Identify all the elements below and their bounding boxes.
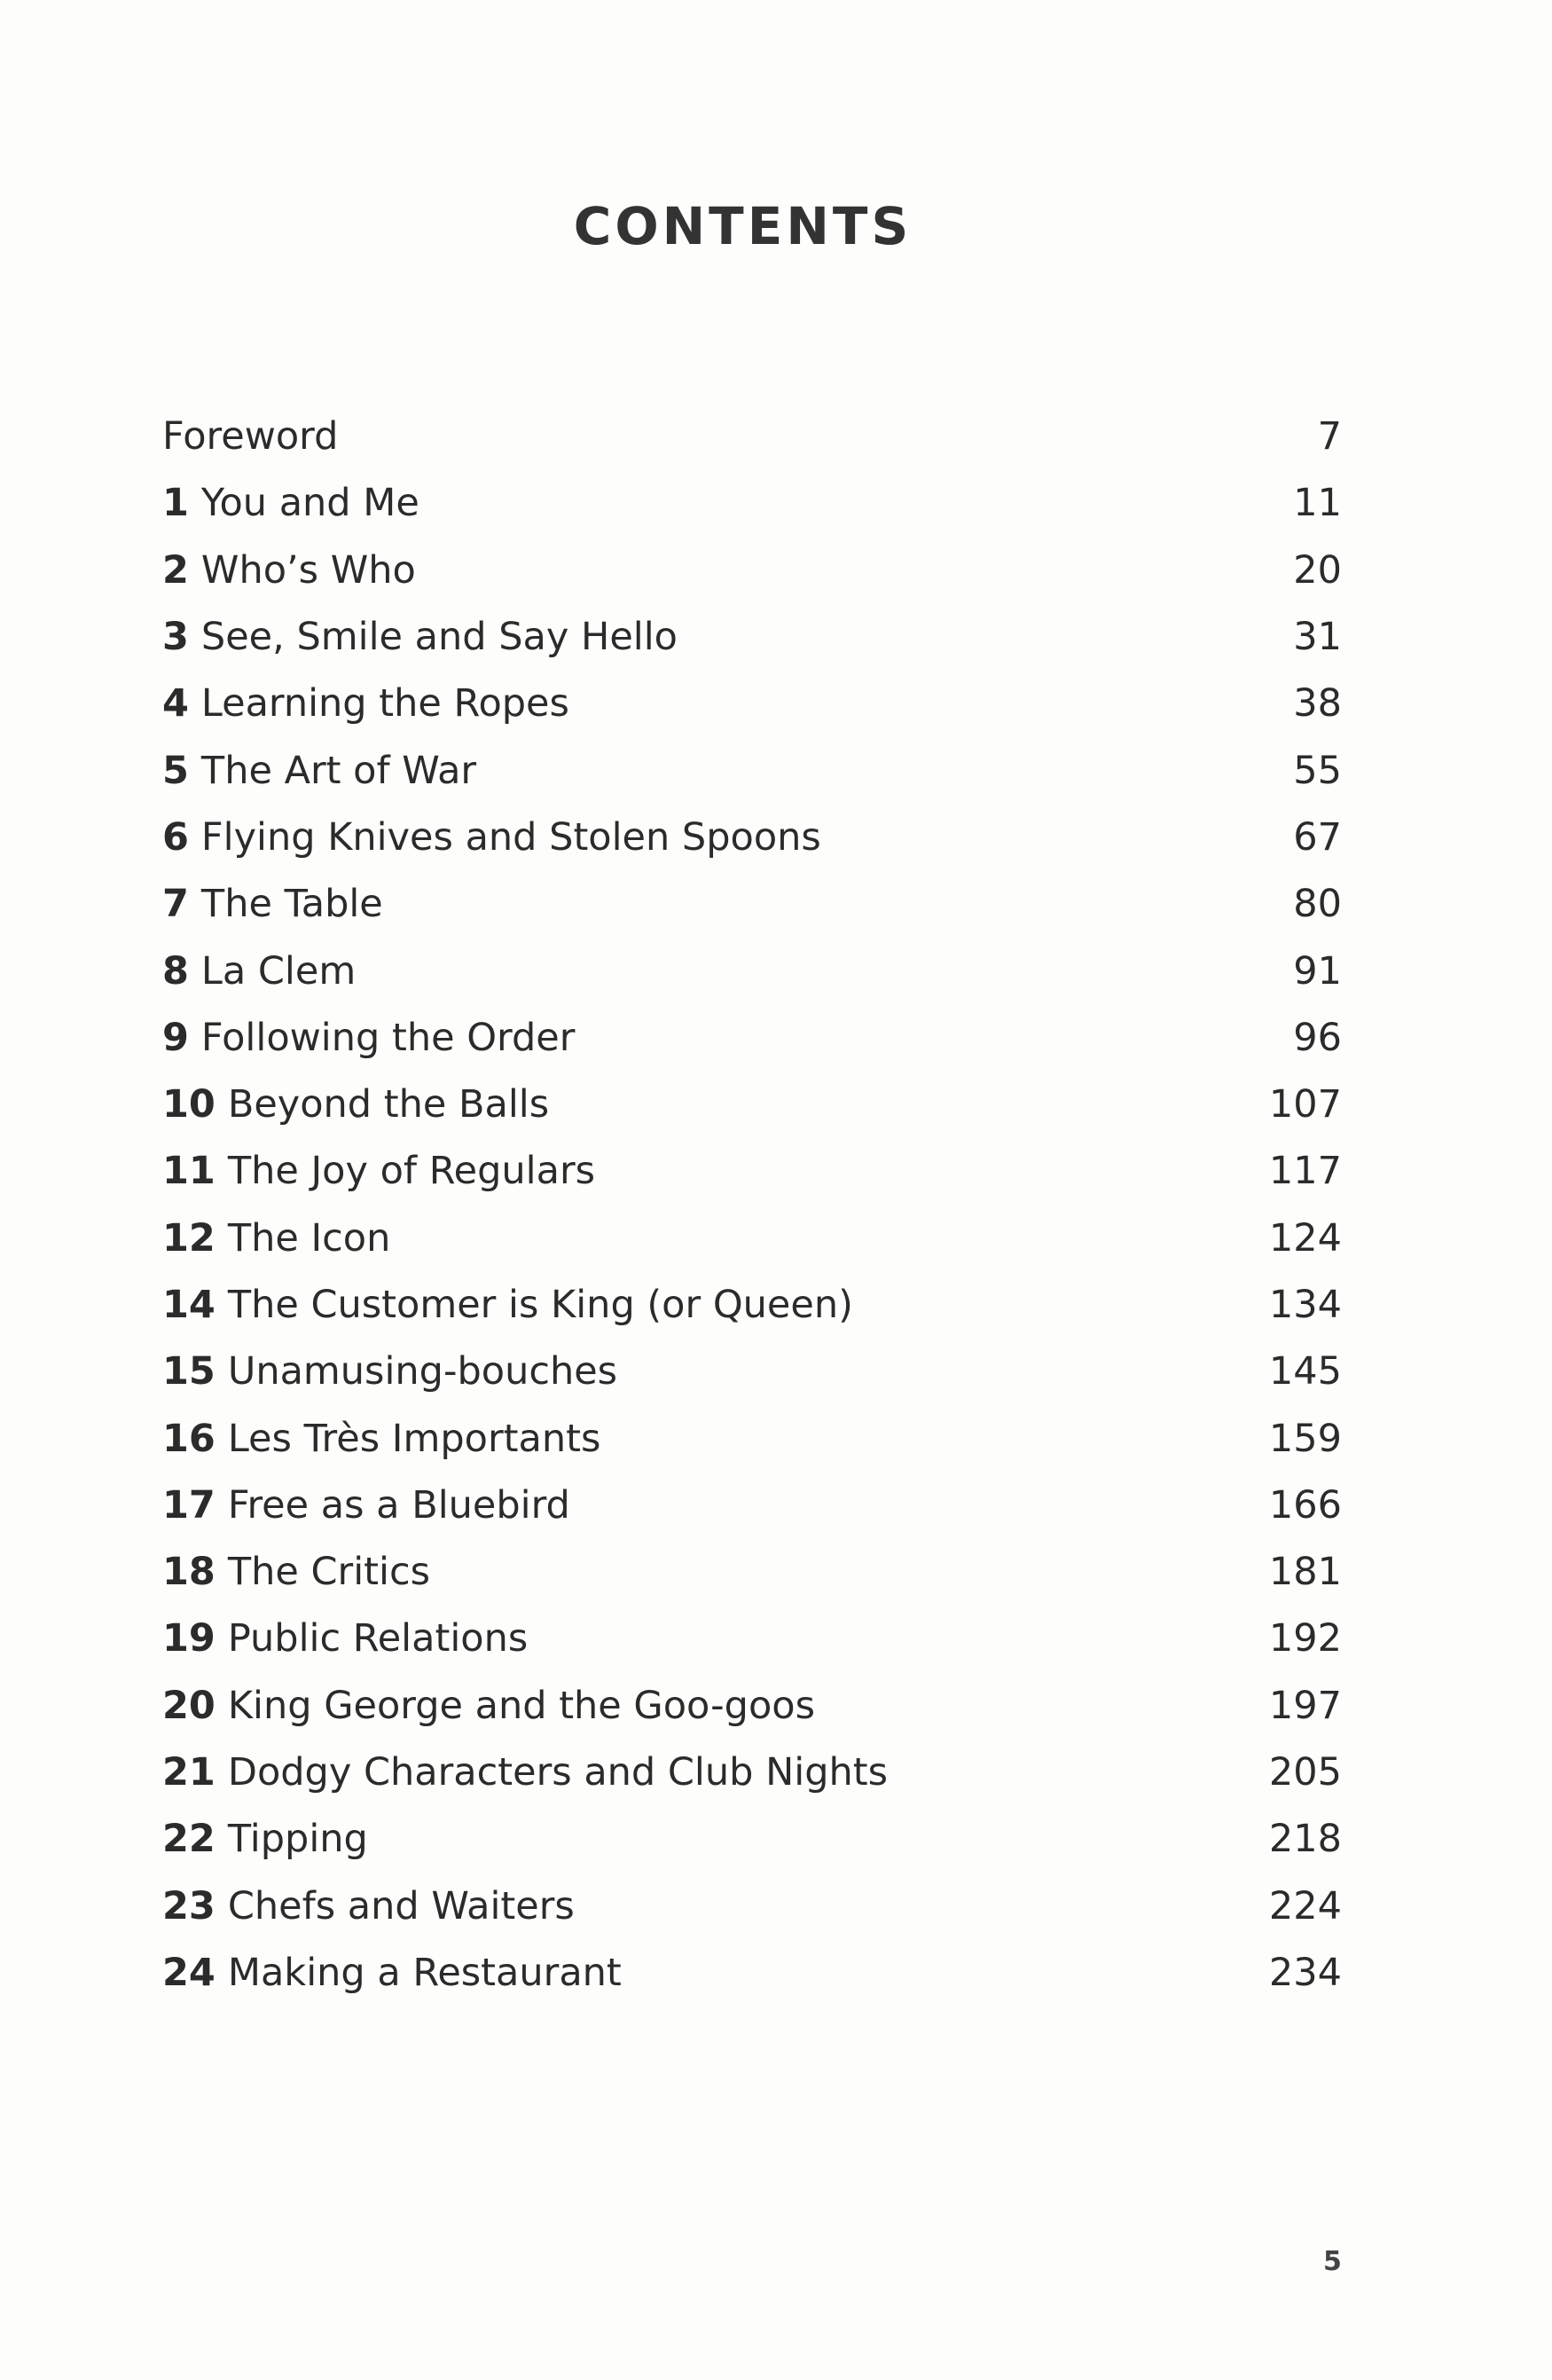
chapter-title: The Customer is King (or Queen) <box>227 1283 853 1327</box>
chapter-title: Learning the Ropes <box>200 681 569 727</box>
toc-entry[interactable] <box>162 671 1342 737</box>
chapter-page-number: 107 <box>1268 1082 1342 1127</box>
chapter-number: 15 <box>162 1349 216 1394</box>
chapter-title: King George and the Goo-goos <box>227 1683 815 1728</box>
chapter-number: 22 <box>162 1817 216 1862</box>
toc-entry[interactable] <box>162 604 1342 671</box>
chapter-number: 12 <box>162 1215 216 1261</box>
toc-entry[interactable] <box>162 1206 1342 1272</box>
chapter-page-number: 7 <box>1317 414 1342 460</box>
chapter-title: Following the Order <box>200 1015 576 1060</box>
chapter-page-number: 159 <box>1268 1416 1342 1461</box>
chapter-title: You and Me <box>200 481 419 526</box>
chapter-page-number: 124 <box>1268 1215 1342 1261</box>
toc-entry[interactable] <box>162 1873 1342 1940</box>
chapter-title: Free as a Bluebird <box>227 1482 570 1528</box>
toc-entry[interactable] <box>162 1940 1342 2007</box>
chapter-title: The Critics <box>227 1550 430 1595</box>
page-title: CONTENTS <box>573 195 913 256</box>
chapter-number: 16 <box>162 1416 216 1461</box>
chapter-number: 19 <box>162 1616 216 1661</box>
chapter-page-number: 91 <box>1293 948 1342 994</box>
chapter-title: Unamusing-bouches <box>227 1349 618 1394</box>
chapter-title: Dodgy Characters and Club Nights <box>227 1750 889 1795</box>
chapter-title: Making a Restaurant <box>227 1950 622 1995</box>
table-of-contents <box>162 404 1342 2007</box>
chapter-number: 23 <box>162 1883 216 1928</box>
chapter-page-number: 145 <box>1268 1349 1342 1394</box>
chapter-page-number: 96 <box>1293 1015 1342 1060</box>
chapter-number: 6 <box>162 814 189 860</box>
toc-entry[interactable] <box>162 871 1342 938</box>
chapter-page-number: 205 <box>1268 1750 1342 1795</box>
chapter-page-number: 181 <box>1268 1550 1342 1595</box>
chapter-number: 21 <box>162 1750 216 1795</box>
toc-entry[interactable] <box>162 1272 1342 1339</box>
toc-entry[interactable] <box>162 1473 1342 1539</box>
chapter-title: Tipping <box>227 1817 368 1862</box>
chapter-page-number: 166 <box>1268 1482 1342 1528</box>
chapter-page-number: 117 <box>1268 1149 1342 1194</box>
chapter-title: Who’s Who <box>200 547 416 593</box>
chapter-page-number: 80 <box>1293 882 1342 927</box>
chapter-page-number: 55 <box>1293 748 1342 793</box>
toc-entry[interactable] <box>162 1539 1342 1606</box>
chapter-number: 14 <box>162 1283 216 1327</box>
chapter-number: 9 <box>162 1015 189 1060</box>
toc-entry[interactable] <box>162 1405 1342 1472</box>
chapter-number: 5 <box>162 748 189 793</box>
chapter-title: The Icon <box>227 1215 391 1261</box>
chapter-number: 4 <box>162 681 189 727</box>
chapter-page-number: 134 <box>1268 1283 1342 1327</box>
toc-entry[interactable] <box>162 805 1342 871</box>
toc-entry-foreword[interactable] <box>162 404 1342 470</box>
chapter-page-number: 218 <box>1268 1817 1342 1862</box>
page-number: 5 <box>1323 2246 1342 2277</box>
chapter-number: 8 <box>162 948 189 994</box>
chapter-number: 11 <box>162 1149 216 1194</box>
chapter-title: Foreword <box>162 414 339 460</box>
chapter-title: Les Très Importants <box>227 1416 601 1461</box>
toc-entry[interactable] <box>162 538 1342 604</box>
chapter-title: The Table <box>200 882 383 927</box>
toc-entry[interactable] <box>162 737 1342 804</box>
toc-entry[interactable] <box>162 938 1342 1004</box>
chapter-number: 1 <box>162 481 189 526</box>
chapter-number: 24 <box>162 1950 216 1995</box>
chapter-title: La Clem <box>200 948 357 994</box>
chapter-title: The Art of War <box>200 748 477 793</box>
toc-entry[interactable] <box>162 1806 1342 1873</box>
chapter-page-number: 197 <box>1268 1683 1342 1728</box>
toc-entry[interactable] <box>162 1339 1342 1405</box>
chapter-page-number: 31 <box>1293 615 1342 660</box>
chapter-title: The Joy of Regulars <box>227 1149 596 1194</box>
chapter-number: 7 <box>162 882 189 927</box>
chapter-number: 18 <box>162 1550 216 1595</box>
chapter-title: Flying Knives and Stolen Spoons <box>200 814 821 860</box>
chapter-number: 17 <box>162 1482 216 1528</box>
chapter-page-number: 224 <box>1268 1883 1342 1928</box>
toc-entry[interactable] <box>162 470 1342 537</box>
chapter-number: 10 <box>162 1082 216 1127</box>
chapter-page-number: 67 <box>1293 814 1342 860</box>
toc-entry[interactable] <box>162 1606 1342 1672</box>
chapter-page-number: 234 <box>1268 1950 1342 1995</box>
chapter-page-number: 20 <box>1293 547 1342 593</box>
chapter-number: 3 <box>162 615 189 660</box>
chapter-title: See, Smile and Say Hello <box>200 615 678 660</box>
chapter-number: 2 <box>162 547 189 593</box>
chapter-page-number: 38 <box>1293 681 1342 727</box>
chapter-title: Public Relations <box>227 1616 529 1661</box>
chapter-page-number: 192 <box>1268 1616 1342 1661</box>
chapter-page-number: 11 <box>1293 481 1342 526</box>
chapter-title: Beyond the Balls <box>227 1082 550 1127</box>
toc-entry[interactable] <box>162 1673 1342 1740</box>
chapter-title: Chefs and Waiters <box>227 1883 575 1928</box>
toc-entry[interactable] <box>162 1740 1342 1806</box>
toc-entry[interactable] <box>162 1138 1342 1205</box>
chapter-number: 20 <box>162 1683 216 1728</box>
toc-entry[interactable] <box>162 1072 1342 1138</box>
toc-entry[interactable] <box>162 1005 1342 1072</box>
